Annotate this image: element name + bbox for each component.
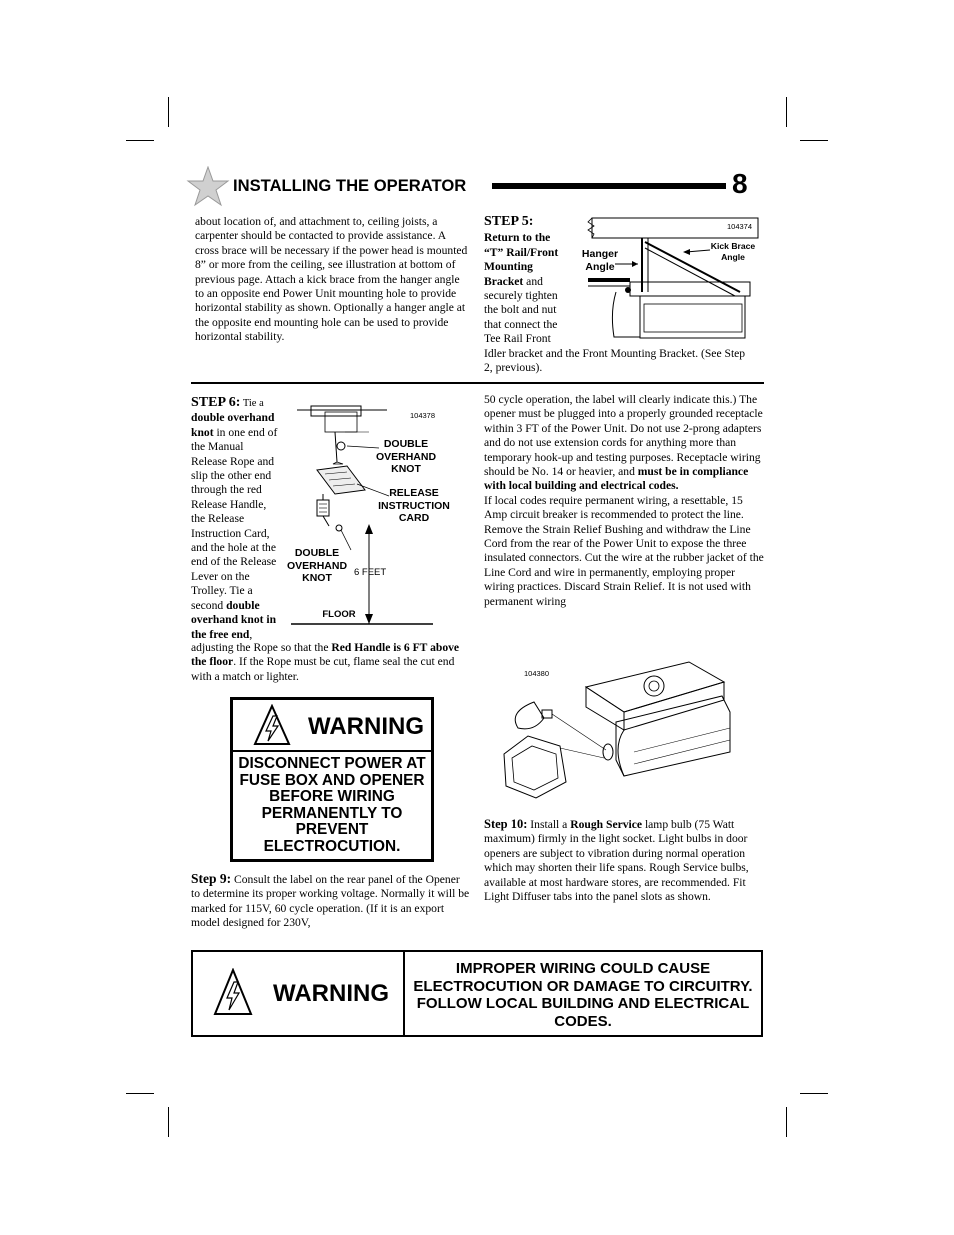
crop-mark xyxy=(168,1107,169,1137)
step6-b2: double overhand knot in the free end xyxy=(191,598,277,641)
step9-text: Consult the label on the rear panel of the Opener to determine its proper working voltage. Normally it will be marked for 115V, 60 cycle operation. (If it is an export model designed for 230V, xyxy=(191,873,470,930)
knot-label-top: DOUBLE OVERHAND KNOT xyxy=(375,438,437,475)
step6-t2: in one end of the Manual Release Rope and slip the other end through the red Release Handle, the Release Instruction Card, and the hole at the end of the Release Lever on the Trolley. Tie a second xyxy=(191,425,278,612)
crop-mark xyxy=(786,1107,787,1137)
crop-mark xyxy=(786,97,787,127)
step10-block xyxy=(484,817,764,904)
step6-t4: adjusting the Rope so that the xyxy=(191,641,332,654)
light-bulb-figure xyxy=(494,652,734,802)
step6-t5: . If the Rope must be cut, flame seal the cut end with a match or lighter. xyxy=(191,655,455,683)
step5-bold: Return to the “T” Rail/Front Mounting Bracket xyxy=(484,231,559,288)
permanent-wiring-text: If local codes require permanent wiring, a resettable, 15 Amp circuit breaker is recommended to protect the line. Remove the Strain Relief Bushing and withdraw the Line Cord from the rear of the Power Unit to expose the three insulated connectors. Cut the wire at the rubber jacket of the Line Cord and wire in permanently, employing proper wiring practices. Discard Strain Relief. It is not used with permanent wiring xyxy=(484,493,764,608)
lightning-warning-icon xyxy=(213,968,253,1016)
step6-continuation xyxy=(191,641,471,684)
step9-heading: Step 9: xyxy=(191,871,232,886)
crop-mark xyxy=(126,1093,154,1094)
warning-text: IMPROPER WIRING COULD CAUSE ELECTROCUTION OR DAMAGE TO CIRCUITRY. FOLLOW LOCAL BUILDING AND ELECTRICAL CODES. xyxy=(413,960,753,1030)
header-rule xyxy=(492,183,726,189)
warning-box-improper-wiring xyxy=(191,950,763,1037)
step6-b3: Red Handle is 6 FT above the floor xyxy=(191,641,460,669)
step10-t2: lamp bulb (75 Watt maximum) firmly in the light socket. Light bulbs in door openers are subject to vibration during normal operation which may shorten their life spans. Rough Service bulbs, available at most hardware stores, are recommended. Fit Light Diffuser tabs into the panel slots as shown. xyxy=(484,818,749,904)
crop-mark xyxy=(800,140,828,141)
step5-heading: STEP 5: xyxy=(484,214,534,229)
wiring-text: 50 cycle operation, the label will clearly indicate this.) The opener must be plugged into a properly grounded receptacle within 3 FT of the Power Unit. Do not use 2-prong adapters and do not use extension cords for anything more than temporary hook-up and testing purposes. Receptacle wiring should be No. 14 or heavier, and xyxy=(484,393,763,479)
hanger-angle-figure xyxy=(580,212,760,347)
warning-title: WARNING xyxy=(308,713,424,740)
step6-block xyxy=(191,396,281,642)
figure-id: 104374 xyxy=(727,222,753,231)
step10-t1: Install a xyxy=(527,818,571,831)
release-card-label: RELEASE INSTRUCTION CARD xyxy=(378,487,450,524)
star-icon xyxy=(186,166,230,208)
wiring-bold: must be in compliance with local building and electrical codes. xyxy=(484,465,749,493)
step5-continuation: Idler bracket and the Front Mounting Bracket. (See Step 2, previous). xyxy=(484,347,746,375)
crop-mark xyxy=(168,97,169,127)
warning-title: WARNING xyxy=(273,980,389,1007)
warning-header xyxy=(233,700,431,752)
page-number: 8 xyxy=(732,168,748,199)
figure-id: 104380 xyxy=(524,669,550,678)
kick-brace-label: Kick Brace Angle xyxy=(710,241,756,262)
section-divider xyxy=(191,382,764,384)
warning-box-disconnect xyxy=(230,697,434,862)
warning-left-panel xyxy=(193,952,405,1035)
floor-label: FLOOR xyxy=(322,609,356,620)
step6-t1: Tie a xyxy=(240,398,264,409)
step6-heading: STEP 6: xyxy=(191,395,241,410)
wiring-paragraph xyxy=(484,393,764,609)
step6-b1: double overhand knot xyxy=(191,411,275,439)
step5-text: and securely tighten the bolt and nut that connect the Tee Rail Front xyxy=(484,274,558,346)
lightning-warning-icon xyxy=(253,704,291,746)
section-title: INSTALLING THE OPERATOR xyxy=(233,176,467,195)
six-feet-label: 6 FEET xyxy=(354,567,387,578)
step9-block xyxy=(191,872,471,931)
step10-b1: Rough Service xyxy=(570,818,643,831)
warning-text: DISCONNECT POWER AT FUSE BOX AND OPENER BEFORE WIRING PERMANENTLY TO PREVENT ELECTROCUTION. xyxy=(238,755,426,855)
step6-t3: , xyxy=(249,627,253,641)
step10-heading: Step 10: xyxy=(484,817,528,831)
step5-block xyxy=(484,215,566,347)
hanger-angle-label: Hanger Angle xyxy=(581,248,619,273)
figure-id: 104378 xyxy=(410,411,436,420)
crop-mark xyxy=(126,140,154,141)
intro-paragraph: about location of, and attachment to, ceiling joists, a carpenter should be contacted to provide assistance. A cross brace will be necessary if the power head is mounted 8” or more from the ceiling, see illustration at bottom of previous page. Attach a kick brace from the hanger angle to an opposite end Power Unit mounting hole to provide horizontal stability as shown. Optionally a hanger angle at the opposite end mounting hole can be used to provide horizontal stability. xyxy=(195,215,468,344)
knot-label-bottom: DOUBLE OVERHAND KNOT xyxy=(286,547,348,584)
crop-mark xyxy=(800,1093,828,1094)
